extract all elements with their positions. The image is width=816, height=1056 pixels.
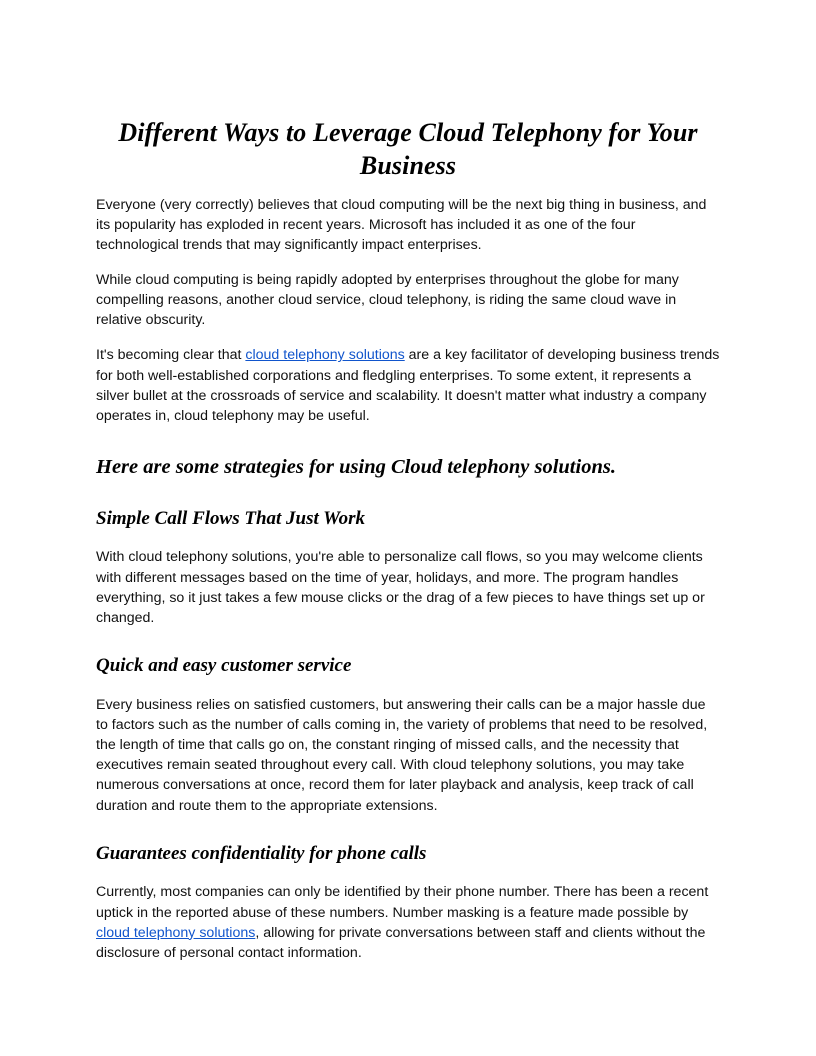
paragraph-simple-call-flows: With cloud telephony solutions, you're able to personalize call flows, so you may welcome clients with different messages based on the time of year, holidays, and more. The program handles everything, so it just takes a few mouse clicks or the drag of a few pieces to have things set up or changed. (96, 549, 705, 626)
paragraph-intro-3 (96, 345, 720, 426)
paragraph-intro-3-before: It's becoming clear that (96, 347, 246, 364)
cloud-telephony-solutions-link-1[interactable]: cloud telephony solutions (245, 347, 405, 364)
paragraph-intro-3-after: are a key facilitator of developing business trends for both well-established corporations and fledgling enterprises. To some extent, it represents a silver bullet at the crossroads of service and scalability. It doesn't matter what industry a company operates in, cloud telephony may be useful. (96, 347, 720, 424)
heading-strategies: Here are some strategies for using Cloud telephony solutions. (96, 456, 616, 479)
heading-customer-service: Quick and easy customer service (96, 655, 352, 677)
heading-simple-call-flows: Simple Call Flows That Just Work (96, 507, 366, 529)
page-title: Different Ways to Leverage Cloud Telephony for Your Business (118, 118, 698, 181)
cloud-telephony-solutions-link-2[interactable]: cloud telephony solutions (96, 924, 256, 941)
heading-confidentiality: Guarantees confidentiality for phone calls (96, 842, 427, 864)
paragraph-intro-2: While cloud computing is being rapidly adopted by enterprises throughout the globe for many compelling reasons, another cloud service, cloud telephony, is riding the same cloud wave in relative obscurity. (96, 272, 679, 329)
paragraph-confidentiality-after: , allowing for private conversations between staff and clients without the disclosure of personal contact information. (96, 924, 706, 961)
paragraph-customer-service: Every business relies on satisfied customers, but answering their calls can be a major hassle due to factors such as the number of calls coming in, the variety of problems that need to be resolved, the length of time that calls go on, the constant ringing of missed calls, and the necessity that executives remain seated throughout every call. With cloud telephony solutions, you may take numerous conversations at once, record them for later playback and analysis, keep track of call duration and route them to the appropriate extensions. (96, 696, 708, 814)
paragraph-confidentiality (96, 882, 720, 963)
paragraph-intro-1: Everyone (very correctly) believes that cloud computing will be the next big thing in business, and its popularity has exploded in recent years. Microsoft has included it as one of the four technological trends that may significantly impact enterprises. (96, 196, 707, 253)
paragraph-confidentiality-before: Currently, most companies can only be identified by their phone number. There has been a recent uptick in the reported abuse of these numbers. Number masking is a feature made possible by (96, 884, 709, 921)
